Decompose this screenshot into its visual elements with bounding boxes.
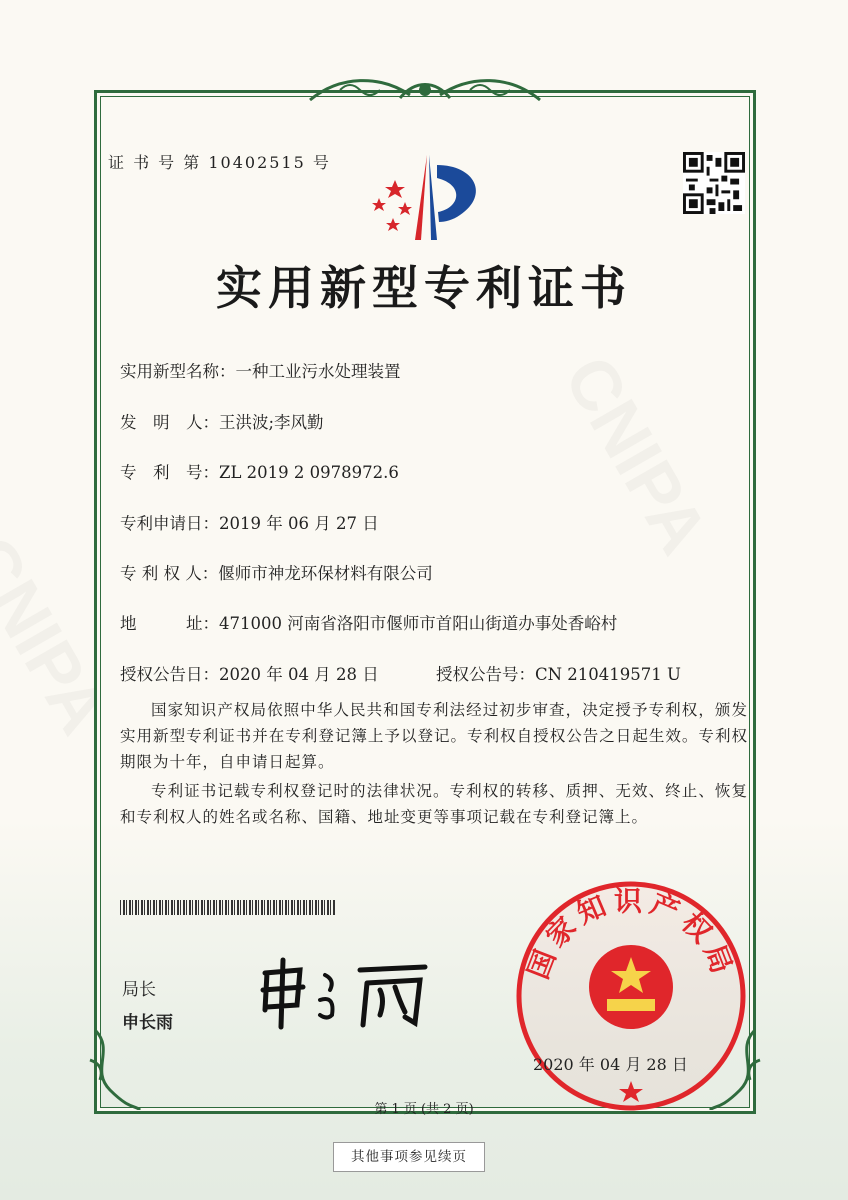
field-inventor: 发 明 人：王洪波;李风勤 [120,413,324,432]
certificate-title: 实用新型专利证书 [216,261,632,315]
field-patent-number: 专 利 号：ZL 2019 2 0978972.6 [120,463,399,482]
field-application-date: 专利申请日：2019 年 06 月 27 日 [120,514,379,533]
qr-code [683,152,745,214]
field-address: 地 址：471000 河南省洛阳市偃师市首阳山街道办事处香峪村 [120,614,618,633]
page-indicator: 第 1 页 (共 2 页) [374,1102,474,1117]
seal-date: 2020 年 04 月 28 日 [533,1055,688,1074]
director-name: 申长雨 [122,1013,173,1033]
barcode [120,900,336,915]
director-signature [255,955,440,1030]
top-ornament [300,70,550,110]
cnipa-logo [365,150,490,245]
statement-paragraph: 专利证书记载专利权登记时的法律状况。专利权的转移、质押、无效、终止、恢复和专利权人的姓名或名称、国籍、地址变更等事项记载在专利登记簿上。 [120,782,748,826]
continuation-note: 其他事项参见续页 [333,1142,485,1172]
statement-paragraph: 国家知识产权局依照中华人民共和国专利法经过初步审查，决定授予专利权，颁发实用新型专利证书并在专利登记簿上予以登记。专利权自授权公告之日起生效。专利权期限为十年，自申请日起算。 [120,701,748,771]
field-grant-date: 授权公告日：2020 年 04 月 28 日 [120,665,379,684]
field-patentee: 专 利 权 人：偃师市神龙环保材料有限公司 [120,564,433,583]
field-announcement-number: 授权公告号：CN 210419571 U [436,665,681,684]
svg-text:国家知识产权局: 国家知识产权局 [521,884,741,984]
field-utility-model-name: 实用新型名称：一种工业污水处理装置 [120,362,401,381]
certificate-number: 证 书 号 第 10402515 号 [108,153,331,172]
director-title: 局长 [122,980,156,1000]
official-seal [512,877,750,1115]
